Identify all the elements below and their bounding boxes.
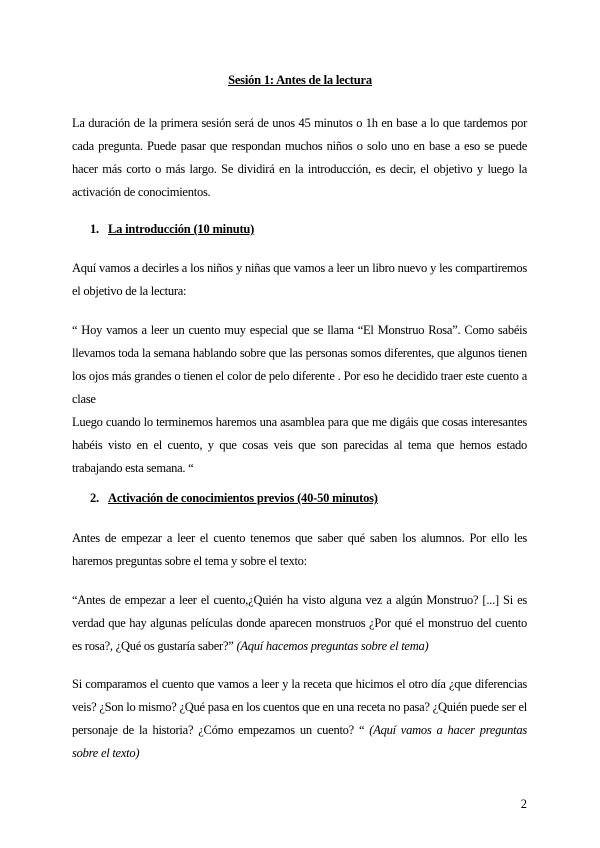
section-1-lead: Aquí vamos a decirles a los niños y niñas que vamos a leer un libro nuevo y les compartiremos el objetivo de la lectura: bbox=[72, 261, 527, 298]
section-2-title: Activación de conocimientos previos (40-50 minutos) bbox=[108, 491, 378, 505]
page-number: 2 bbox=[520, 797, 527, 811]
section-1-title: La introducción (10 minutu) bbox=[108, 222, 255, 236]
question-1-note: (Aquí hacemos preguntas sobre el tema) bbox=[236, 639, 429, 653]
page-title: Sesión 1: Antes de la lectura bbox=[228, 73, 372, 87]
question-1-text: “Antes de empezar a leer el cuento,¿Quién ha visto alguna vez a algún Monstruo? [...] Si es verdad que hay algunas películas donde aparecen monstruos ¿Por qué el monstruo del cuento es rosa?, ¿Qué os gustaría saber?” bbox=[72, 593, 527, 653]
section-1-heading bbox=[90, 222, 254, 237]
section-2-question-1 bbox=[72, 589, 527, 658]
question-2-text: Si comparamos el cuento que vamos a leer y la receta que hicimos el otro día ¿que diferencias veis? ¿Son lo mismo? ¿Qué pasa en los cuentos que en una receta no pasa? ¿Quién puede ser el personaje de la historia? ¿Cómo empezamos un cuento? “ bbox=[72, 677, 527, 737]
section-2-number: 2. bbox=[90, 491, 99, 505]
section-1-quote-part-1: “ Hoy vamos a leer un cuento muy especial que se llama “El Monstruo Rosa”. Como sabéis llevamos toda la semana hablando sobre que las personas somos diferentes, que algunos tienen los ojos más grandes o tienen el color de pelo diferente . Por eso he decidido traer este cuento a clase bbox=[72, 323, 527, 406]
section-2-lead: Antes de empezar a leer el cuento tenemos que saber qué saben los alumnos. Por ello les haremos preguntas sobre el tema y sobre el texto: bbox=[72, 531, 527, 568]
question-2-note: (Aquí vamos a hacer preguntas sobre el texto) bbox=[72, 723, 527, 760]
intro-paragraph: La duración de la primera sesión será de unos 45 minutos o 1h en base a lo que tardemos por cada pregunta. Puede pasar que respondan muchos niños o solo uno en base a eso se puede hacer más corto o más largo. Se dividirá en la introducción, es decir, el objetivo y luego la activación de conocimientos. bbox=[72, 116, 527, 199]
section-2-question-2 bbox=[72, 673, 527, 765]
section-2-heading bbox=[90, 491, 378, 506]
section-1-quote-part-2: Luego cuando lo terminemos haremos una asamblea para que me digáis que cosas interesantes habéis visto en el cuento, y que cosas veis que son parecidas al tema que hemos estado trabajando esta semana. “ bbox=[72, 415, 527, 475]
section-1-number: 1. bbox=[90, 222, 99, 236]
